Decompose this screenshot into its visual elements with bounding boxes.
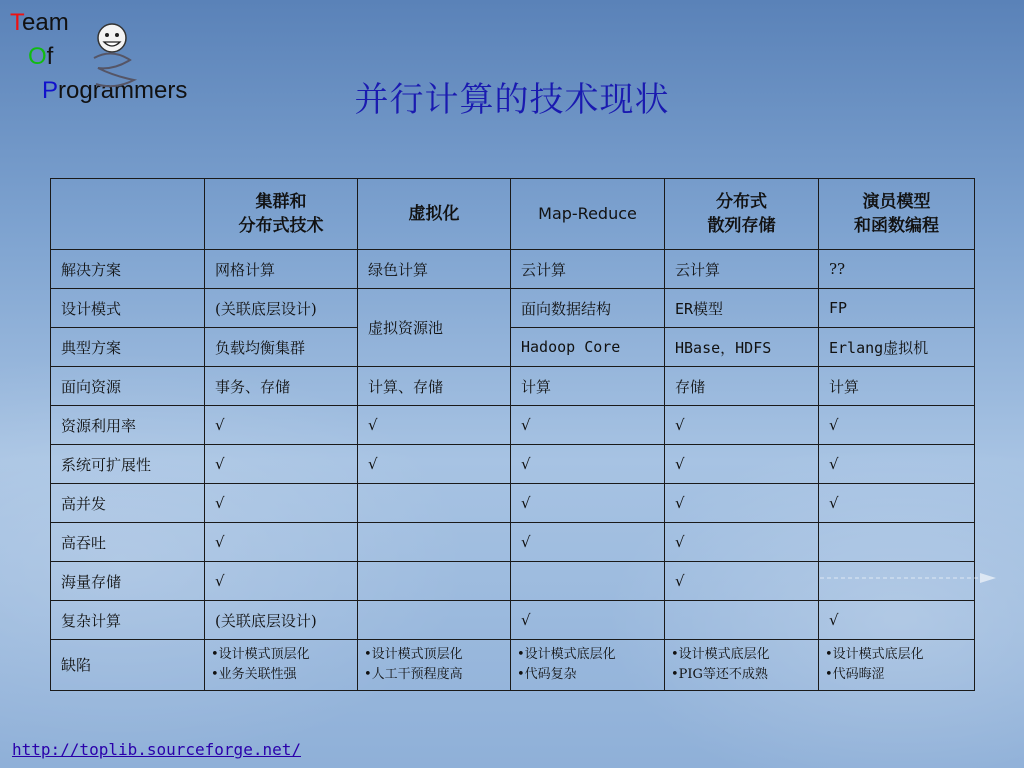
header-corner-cell bbox=[51, 179, 205, 250]
table-cell-merged: 虚拟资源池 bbox=[358, 289, 511, 367]
decorative-arrow-icon bbox=[820, 570, 1000, 590]
table-cell: 云计算 bbox=[511, 250, 665, 289]
row-label: 系统可扩展性 bbox=[51, 445, 205, 484]
check-cell: √ bbox=[205, 523, 358, 562]
check-cell: √ bbox=[205, 562, 358, 601]
logo-cap-p: P bbox=[42, 77, 59, 104]
check-cell: √ bbox=[358, 445, 511, 484]
defect-cell: •设计模式底层化 •代码复杂 bbox=[511, 640, 665, 691]
check-cell: √ bbox=[511, 406, 665, 445]
table-cell: FP bbox=[819, 289, 975, 328]
check-cell bbox=[665, 601, 819, 640]
table-cell: Hadoop Core bbox=[511, 328, 665, 367]
check-cell: √ bbox=[665, 445, 819, 484]
page-title: 并行计算的技术现状 bbox=[354, 80, 670, 120]
table-cell: 计算、存储 bbox=[358, 367, 511, 406]
check-cell bbox=[358, 562, 511, 601]
logo-cap-t: T bbox=[10, 9, 22, 36]
check-cell: √ bbox=[819, 484, 975, 523]
check-cell: √ bbox=[358, 406, 511, 445]
table-row bbox=[51, 484, 975, 523]
table-cell: Erlang虚拟机 bbox=[819, 328, 975, 367]
check-cell bbox=[358, 484, 511, 523]
check-cell: √ bbox=[819, 406, 975, 445]
footer-link[interactable]: http://toplib.sourceforge.net/ bbox=[12, 740, 301, 759]
logo-of-rest: f bbox=[46, 43, 54, 70]
table-cell: 事务、存储 bbox=[205, 367, 358, 406]
check-cell: √ bbox=[205, 484, 358, 523]
row-label: 海量存储 bbox=[51, 562, 205, 601]
table-cell: 计算 bbox=[511, 367, 665, 406]
header-virtualization: 虚拟化 bbox=[358, 179, 511, 250]
defect-cell: •设计模式顶层化 •业务关联性强 bbox=[205, 640, 358, 691]
header-row bbox=[51, 179, 975, 250]
check-cell: √ bbox=[665, 562, 819, 601]
defect-cell: •设计模式顶层化 •人工干预程度高 bbox=[358, 640, 511, 691]
check-cell: √ bbox=[665, 406, 819, 445]
table-row bbox=[51, 445, 975, 484]
table-row bbox=[51, 250, 975, 289]
table-row-defects bbox=[51, 640, 975, 691]
check-cell: √ bbox=[819, 601, 975, 640]
logo-line-of bbox=[28, 42, 53, 72]
table-cell: 存储 bbox=[665, 367, 819, 406]
table-cell: 负载均衡集群 bbox=[205, 328, 358, 367]
table-cell: ?? bbox=[819, 250, 975, 289]
defect-cell: •设计模式底层化 •代码晦涩 bbox=[819, 640, 975, 691]
logo-programmers-rest: rogrammers bbox=[58, 77, 188, 104]
check-cell bbox=[358, 523, 511, 562]
table-cell: ER模型 bbox=[665, 289, 819, 328]
row-label: 面向资源 bbox=[51, 367, 205, 406]
logo-line-team bbox=[10, 8, 69, 38]
check-cell: √ bbox=[205, 445, 358, 484]
header-actor-model: 演员模型 和函数编程 bbox=[819, 179, 975, 250]
check-cell: √ bbox=[665, 484, 819, 523]
check-cell: √ bbox=[205, 406, 358, 445]
check-cell: √ bbox=[511, 484, 665, 523]
table-cell: HBase，HDFS bbox=[665, 328, 819, 367]
header-cluster: 集群和 分布式技术 bbox=[205, 179, 358, 250]
table-row bbox=[51, 601, 975, 640]
logo-cap-o: O bbox=[28, 43, 47, 70]
row-label: 解决方案 bbox=[51, 250, 205, 289]
row-label: 复杂计算 bbox=[51, 601, 205, 640]
table-cell: 云计算 bbox=[665, 250, 819, 289]
row-label: 高吞吐 bbox=[51, 523, 205, 562]
row-label: 资源利用率 bbox=[51, 406, 205, 445]
logo-team-rest: eam bbox=[22, 9, 69, 36]
table-cell: 计算 bbox=[819, 367, 975, 406]
check-cell bbox=[511, 562, 665, 601]
comparison-table bbox=[50, 178, 975, 691]
row-label: 高并发 bbox=[51, 484, 205, 523]
row-label: 典型方案 bbox=[51, 328, 205, 367]
check-cell: √ bbox=[511, 445, 665, 484]
table-cell: (关联底层设计) bbox=[205, 601, 358, 640]
table-row bbox=[51, 289, 975, 328]
table-row bbox=[51, 406, 975, 445]
header-dht-storage: 分布式 散列存储 bbox=[665, 179, 819, 250]
table-cell: (关联底层设计) bbox=[205, 289, 358, 328]
table-cell: 面向数据结构 bbox=[511, 289, 665, 328]
check-cell: √ bbox=[665, 523, 819, 562]
defect-cell: •设计模式底层化 •PIG等还不成熟 bbox=[665, 640, 819, 691]
row-label: 设计模式 bbox=[51, 289, 205, 328]
header-mapreduce: Map-Reduce bbox=[511, 179, 665, 250]
table-row bbox=[51, 367, 975, 406]
check-cell: √ bbox=[511, 523, 665, 562]
table-cell: 绿色计算 bbox=[358, 250, 511, 289]
table-row bbox=[51, 328, 975, 367]
check-cell: √ bbox=[819, 445, 975, 484]
row-label: 缺陷 bbox=[51, 640, 205, 691]
check-cell: √ bbox=[511, 601, 665, 640]
check-cell bbox=[358, 601, 511, 640]
check-cell bbox=[819, 523, 975, 562]
table-cell: 网格计算 bbox=[205, 250, 358, 289]
table-row bbox=[51, 523, 975, 562]
